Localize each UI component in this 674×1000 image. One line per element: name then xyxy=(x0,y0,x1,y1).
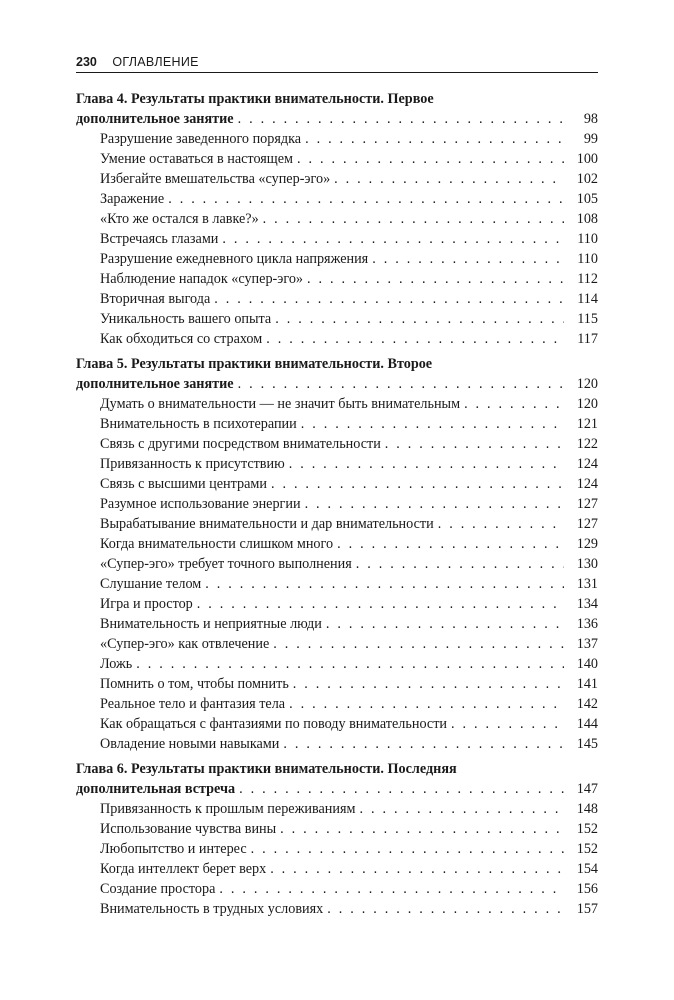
toc-entry-title: Когда внимательности слишком много xyxy=(100,536,334,552)
toc-entry-page: 105 xyxy=(576,191,598,207)
dot-leader xyxy=(305,494,564,514)
toc-entry-title: Привязанность к присутствию xyxy=(100,456,285,472)
dot-leader xyxy=(238,109,564,129)
toc-entry xyxy=(76,819,598,839)
toc-entry xyxy=(76,714,598,734)
toc-entry-title: Когда интеллект берет верх xyxy=(100,861,267,877)
toc-entry-page: 120 xyxy=(576,396,598,412)
toc-entry-page: 117 xyxy=(577,331,598,347)
toc-entry-title: «Супер-эго» как отвлечение xyxy=(100,636,270,652)
toc-entry-page: 156 xyxy=(576,881,598,897)
toc-entry xyxy=(76,309,598,329)
toc-entry-title: Заражение xyxy=(100,191,165,207)
toc-entry-title: Наблюдение нападок «супер-эго» xyxy=(100,271,304,287)
dot-leader xyxy=(197,594,564,614)
toc-entry-title: Реальное тело и фантазия тела xyxy=(100,696,286,712)
chapter-page-number: 98 xyxy=(583,111,598,127)
toc-entry-page: 141 xyxy=(576,676,598,692)
toc-entry-title: Игра и простор xyxy=(100,596,193,612)
toc-entry-page: 136 xyxy=(576,616,598,632)
dot-leader xyxy=(451,714,564,734)
toc-entry-page: 154 xyxy=(576,861,598,877)
toc-entry-title: Встречаясь глазами xyxy=(100,231,219,247)
chapter-page-number: 147 xyxy=(576,781,598,797)
dot-leader xyxy=(283,734,564,754)
toc-entry xyxy=(76,534,598,554)
toc-entry xyxy=(76,434,598,454)
toc-entry-page: 127 xyxy=(576,516,598,532)
toc-entry-page: 140 xyxy=(576,656,598,672)
dot-leader xyxy=(359,799,564,819)
dot-leader xyxy=(280,819,564,839)
toc-entry-page: 112 xyxy=(577,271,598,287)
dot-leader xyxy=(266,329,564,349)
page-number: 230 xyxy=(76,55,97,69)
dot-leader xyxy=(239,779,564,799)
toc-entry-title: Любопытство и интерес xyxy=(100,841,247,857)
toc-entry xyxy=(76,229,598,249)
toc-entry xyxy=(76,674,598,694)
toc-entry xyxy=(76,209,598,229)
dot-leader xyxy=(270,859,564,879)
toc-entry xyxy=(76,654,598,674)
toc-entry xyxy=(76,149,598,169)
toc-entry-title: Создание простора xyxy=(100,881,216,897)
toc-entry xyxy=(76,839,598,859)
toc-entry-page: 127 xyxy=(576,496,598,512)
toc-entry xyxy=(76,289,598,309)
toc-entry-page: 124 xyxy=(576,456,598,472)
chapter-title-continuation: дополнительное занятие xyxy=(76,376,234,392)
toc-entry-title: Связь с высшими центрами xyxy=(100,476,267,492)
toc-entry xyxy=(76,594,598,614)
dot-leader xyxy=(289,694,564,714)
dot-leader xyxy=(168,189,564,209)
chapter-page-number: 120 xyxy=(576,376,598,392)
chapter-title-continuation: дополнительное занятие xyxy=(76,111,234,127)
dot-leader xyxy=(337,534,564,554)
toc-entry-title: Вторичная выгода xyxy=(100,291,211,307)
toc-entry xyxy=(76,414,598,434)
dot-leader xyxy=(372,249,564,269)
dot-leader xyxy=(438,514,564,534)
toc-entry xyxy=(76,189,598,209)
toc-entry-page: 152 xyxy=(576,841,598,857)
chapter-title-line xyxy=(76,109,598,129)
toc-entry xyxy=(76,574,598,594)
toc-entry-page: 121 xyxy=(576,416,598,432)
chapter-title: Глава 5. Результаты практики внимательности. Второе xyxy=(76,356,433,372)
toc-entry-title: Разумное использование энергии xyxy=(100,496,301,512)
toc-entry-title: Вырабатывание внимательности и дар внимательности xyxy=(100,516,434,532)
toc-entry-page: 145 xyxy=(576,736,598,752)
toc-entry-title: Разрушение ежедневного цикла напряжения xyxy=(100,251,369,267)
toc-entry-title: Использование чувства вины xyxy=(100,821,277,837)
toc-entry-page: 110 xyxy=(577,231,598,247)
toc-entry-page: 108 xyxy=(576,211,598,227)
dot-leader xyxy=(289,454,564,474)
toc-entry-page: 144 xyxy=(576,716,598,732)
dot-leader xyxy=(464,394,564,414)
toc-entry xyxy=(76,169,598,189)
toc-entry-title: Как обращаться с фантазиями по поводу внимательности xyxy=(100,716,447,732)
dot-leader xyxy=(136,654,564,674)
toc-entry-title: Внимательность в трудных условиях xyxy=(100,901,324,917)
toc-entry xyxy=(76,454,598,474)
toc-entry-page: 124 xyxy=(576,476,598,492)
dot-leader xyxy=(305,129,564,149)
dot-leader xyxy=(205,574,564,594)
chapter-title: Глава 6. Результаты практики внимательности. Последняя xyxy=(76,761,457,777)
toc-entry xyxy=(76,129,598,149)
dot-leader xyxy=(327,899,564,919)
dot-leader xyxy=(275,309,564,329)
dot-leader xyxy=(385,434,564,454)
toc-entry-title: Ложь xyxy=(100,656,133,672)
chapter-title: Глава 4. Результаты практики внимательности. Первое xyxy=(76,91,434,107)
toc-entry xyxy=(76,879,598,899)
toc-entry-title: Думать о внимательности — не значит быть внимательным xyxy=(100,396,461,412)
toc-entry xyxy=(76,269,598,289)
toc-entry-page: 137 xyxy=(576,636,598,652)
toc-entry xyxy=(76,614,598,634)
toc-entry xyxy=(76,249,598,269)
toc-entry-title: Умение оставаться в настоящем xyxy=(100,151,293,167)
toc-entry xyxy=(76,734,598,754)
toc-entry xyxy=(76,474,598,494)
toc-entry-title: Связь с другими посредством внимательности xyxy=(100,436,381,452)
toc-entry xyxy=(76,634,598,654)
toc-entry xyxy=(76,514,598,534)
toc-entry-page: 157 xyxy=(576,901,598,917)
chapter-title-line xyxy=(76,779,598,799)
toc-entry xyxy=(76,859,598,879)
toc-entry-title: Привязанность к прошлым переживаниям xyxy=(100,801,356,817)
toc-entry xyxy=(76,694,598,714)
toc-chapter xyxy=(76,89,598,349)
toc-entry-title: «Кто же остался в лавке?» xyxy=(100,211,259,227)
dot-leader xyxy=(222,229,564,249)
toc-chapter xyxy=(76,759,598,919)
toc-entry-title: Внимательность и неприятные люди xyxy=(100,616,322,632)
toc-entry-title: Помнить о том, чтобы помнить xyxy=(100,676,289,692)
toc-entry xyxy=(76,799,598,819)
toc-entry-page: 148 xyxy=(576,801,598,817)
toc-entry-page: 122 xyxy=(576,436,598,452)
dot-leader xyxy=(307,269,564,289)
toc-entry-title: Разрушение заведенного порядка xyxy=(100,131,302,147)
toc-entry-page: 131 xyxy=(576,576,598,592)
toc-entry-page: 102 xyxy=(576,171,598,187)
dot-leader xyxy=(297,149,564,169)
running-header xyxy=(76,52,598,73)
toc-chapter xyxy=(76,354,598,754)
toc-entry-title: Уникальность вашего опыта xyxy=(100,311,272,327)
dot-leader xyxy=(273,634,564,654)
chapter-title-continuation: дополнительная встреча xyxy=(76,781,236,797)
dot-leader xyxy=(334,169,564,189)
toc-entry-page: 129 xyxy=(576,536,598,552)
dot-leader xyxy=(271,474,564,494)
toc-entry-page: 134 xyxy=(576,596,598,612)
toc-entry-title: Слушание телом xyxy=(100,576,202,592)
dot-leader xyxy=(263,209,564,229)
toc-entry-title: Как обходиться со страхом xyxy=(100,331,263,347)
toc-entry-page: 130 xyxy=(576,556,598,572)
toc-entry xyxy=(76,494,598,514)
toc-entry-title: Внимательность в психотерапии xyxy=(100,416,297,432)
toc-entry-page: 114 xyxy=(577,291,598,307)
dot-leader xyxy=(214,289,564,309)
running-header-title: ОГЛАВЛЕНИЕ xyxy=(112,55,199,69)
dot-leader xyxy=(293,674,564,694)
toc-entry-title: «Супер-эго» требует точного выполнения xyxy=(100,556,352,572)
chapter-title-line xyxy=(76,374,598,394)
toc-entry-page: 110 xyxy=(577,251,598,267)
toc-entry xyxy=(76,899,598,919)
toc-entry xyxy=(76,554,598,574)
toc-entry-page: 100 xyxy=(576,151,598,167)
dot-leader xyxy=(251,839,564,859)
dot-leader xyxy=(238,374,564,394)
toc-entry-title: Избегайте вмешательства «супер-эго» xyxy=(100,171,331,187)
dot-leader xyxy=(326,614,564,634)
toc-entry-page: 142 xyxy=(576,696,598,712)
toc-entry xyxy=(76,394,598,414)
toc-entry-title: Овладение новыми навыками xyxy=(100,736,280,752)
toc-entry-page: 152 xyxy=(576,821,598,837)
dot-leader xyxy=(356,554,564,574)
toc-entry-page: 115 xyxy=(577,311,598,327)
toc-entry xyxy=(76,329,598,349)
dot-leader xyxy=(301,414,564,434)
toc-entry-page: 99 xyxy=(583,131,598,147)
table-of-contents xyxy=(76,89,598,924)
dot-leader xyxy=(219,879,564,899)
